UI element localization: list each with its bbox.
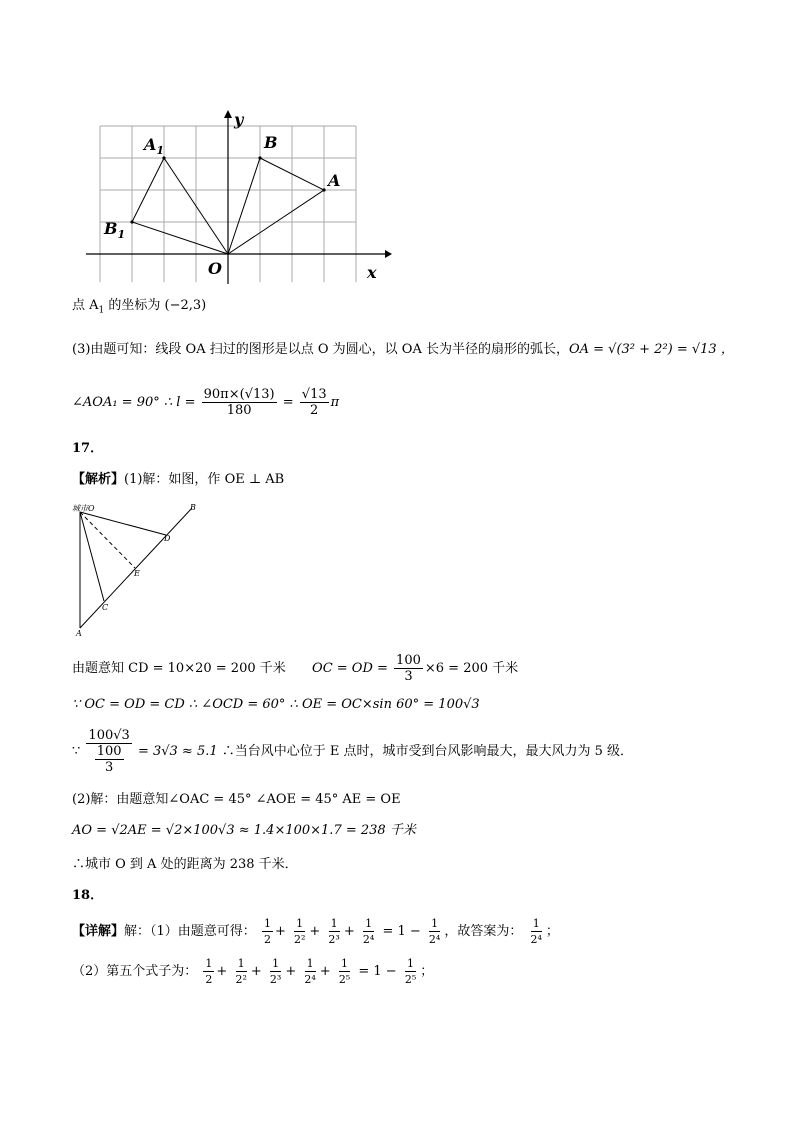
- label-b1: $B_1$: [104, 219, 126, 241]
- ao-calculation: AO = √2AE = √2×100√3 ≈ 1.4×100×1.7 = 238 千米: [72, 823, 416, 838]
- a1-coordinates: 点 $A_1$ 的坐标为 (−2,3): [72, 298, 207, 316]
- part3-statement: (3)由题可知：线段 OA 扫过的图形是以点 O 为圆心，以 OA 长为半径的扇形的弧长，OA = √(3² + 2²) = √13 ，: [72, 342, 734, 357]
- x-axis-arrow: [385, 250, 392, 258]
- q18-part2: （2）第五个式子为： $\frac{1}{2}$ + $\frac{1}{\text{2²}}$ + $\frac{1}{\text{2³}}$ + $\frac{1}{\text{2⁴}}$ + $\frac{1}{\text{2⁵}}$ = 1 − $\frac{1}{\text{2⁵}}$ ；: [72, 957, 434, 986]
- oe-calculation: ∵ OC = OD = CD ∴ ∠OCD = 60° ∴ OE = OC×sin 60° = 100√3: [72, 697, 480, 712]
- label-a1: $A_1$: [144, 135, 165, 157]
- q18-part1: 【详解】解：（1）由题意可得： $\frac{1}{2}$ + $\frac{1}{\text{2²}}$ + $\frac{1}{\text{2³}}$ + $\frac{1}{\text{2⁴}}$ = 1 − $\frac{1}{\text{2⁴}}$ ，故答案为： $\frac{1}{\text{2⁴}}$ ；: [72, 917, 559, 946]
- line-ab: [80, 508, 192, 628]
- label-city-o: 城市O: [72, 504, 95, 513]
- label-e: E: [134, 569, 140, 578]
- label-a: A: [328, 171, 341, 190]
- y-axis-arrow: [224, 110, 232, 118]
- cd-oc-lengths: 由题意知 CD = 10×20 = 200 千米 OC = OD = $\frac{100}{3}$ ×6 = 200 千米: [72, 653, 519, 684]
- label-y: y: [234, 110, 244, 129]
- coordinate-figure: [80, 108, 400, 286]
- line-od: [80, 512, 166, 535]
- wind-force-conclusion: ∵ $\frac{100√3}{\frac{100}{3}}$ = 3√3 ≈ 5.1 ∴当台风中心位于 E 点时，城市受到台风影响最大，最大风力为 5 级．: [72, 728, 634, 775]
- label-b2: B: [190, 503, 196, 512]
- label-o: O: [208, 259, 222, 278]
- part2-angles: (2)解：由题意知∠OAC = 45° ∠AOE = 45° AE = OE: [72, 792, 401, 807]
- label-d: D: [164, 534, 171, 543]
- label-a2: A: [76, 629, 82, 638]
- label-b: B: [264, 133, 278, 152]
- triangle-oab: [228, 158, 324, 254]
- question-18-number: 18．: [72, 888, 104, 903]
- arc-length-formula: ∠AOA₁ = 90° ∴ l = $\frac{90\pi\times(√13)}{180}$ = $\frac{√13}{2}$ π: [72, 387, 340, 418]
- label-x: x: [367, 263, 377, 282]
- question-17-number: 17．: [72, 441, 104, 456]
- triangle-oa1b1: [132, 158, 228, 254]
- typhoon-figure: [68, 500, 208, 640]
- q17-analysis-header: 【解析】(1)解：如图，作 OE ⊥ AB: [72, 472, 285, 487]
- line-oe: [80, 512, 135, 568]
- q17-answer: ∴城市 O 到 A 处的距离为 238 千米．: [72, 857, 298, 872]
- label-c: C: [102, 603, 109, 612]
- line-oc: [80, 512, 104, 601]
